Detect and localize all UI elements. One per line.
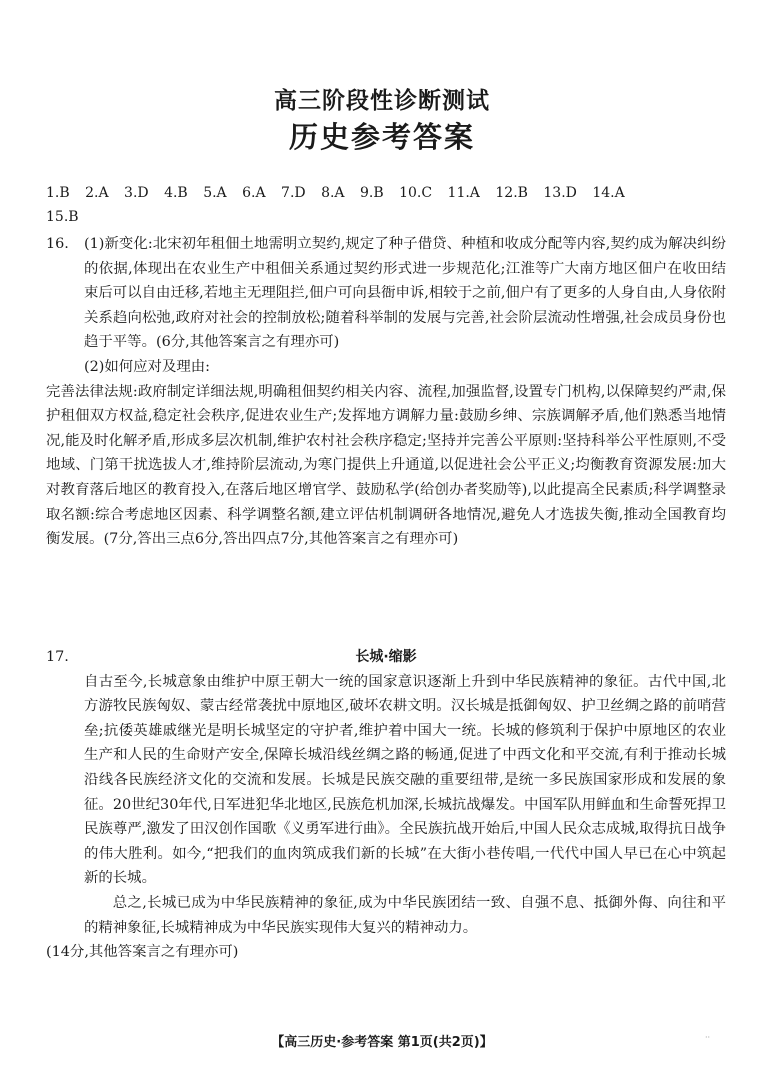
answer-item: 12.B xyxy=(495,185,528,201)
answer-item: 15.B xyxy=(46,209,79,225)
answer-item: 6.A xyxy=(242,185,266,201)
essay-title: 长城·缩影 xyxy=(355,649,417,665)
q16-part1-answer: (1)新变化:北宋初年租佃土地需明立契约,规定了种子借贷、种植和收成分配等内容,契约成为解决纠纷的依据,体现出在农业生产中租佃关系通过契约形式进一步规范化;江淮等广大南方地区佃户在收田结束后可以自由迁移,若地主无理阻拦,佃户可向县衙申诉,相较于之前,佃户有了更多的人身自由,人身依附关系趋向松弛,政府对社会的控制放松;随着科举制的发展与完善,社会阶层流动性增强,社会成员身份也趋于平等。(6分,其他答案言之有理亦可) xyxy=(84,236,726,351)
answer-item: 14.A xyxy=(592,185,625,201)
answer-item: 5.A xyxy=(203,185,227,201)
q16-part2-answer: 完善法律法规:政府制定详细法规,明确租佃契约相关内容、流程,加强监督,设置专门机构,以保障契约严肃,保护租佃双方权益,稳定社会秩序,促进农业生产;发挥地方调解力量:鼓励乡绅、宗族调解矛盾,他们熟悉当地情况,能及时化解矛盾,形成多层次机制,维护农村社会秩序稳定;坚持并完善公平原则:坚持科举公平性原则,不受地域、门第干扰选拔人才,维持阶层流动,为寒门提供上升通道,以促进社会公平正义;均衡教育资源发展:加大对教育落后地区的教育投入,在落后地区增官学、鼓励私学(给创办者奖励等),以此提高全民素质;科学调整录取名额:综合考虑地区因素、科学调整名额,建立评估机制调研各地情况,避免人才选拔失衡,推动全国教育均衡发展。(7分,答出三点6分,答出四点7分,其他答案言之有理亦可) xyxy=(46,383,726,548)
document-title: 历史参考答案 xyxy=(288,120,475,154)
answer-item: 7.D xyxy=(281,185,306,201)
answer-row xyxy=(46,181,726,205)
exam-title: 高三阶段性诊断测试 xyxy=(274,88,490,114)
q17-score-note: (14分,其他答案言之有理亦可) xyxy=(46,944,239,961)
question-number: 16. xyxy=(46,236,69,252)
answer-row xyxy=(46,205,726,229)
page-footer: 【高三历史·参考答案 第1页(共2页)】 xyxy=(271,1035,493,1050)
answer-item: 10.C xyxy=(399,185,433,201)
scan-mark: ·· xyxy=(705,1033,711,1042)
question-number: 17. xyxy=(46,649,69,665)
answer-item: 9.B xyxy=(360,185,384,201)
answer-item: 13.D xyxy=(543,185,577,201)
answer-item: 11.A xyxy=(447,185,480,201)
answer-item: 3.D xyxy=(124,185,149,201)
q16-part2-heading: (2)如何应对及理由: xyxy=(84,358,210,375)
answer-item: 1.B xyxy=(46,185,70,201)
answer-item: 2.A xyxy=(85,185,109,201)
essay-conclusion: 总之,长城已成为中华民族精神的象征,成为中华民族团结一致、自强不息、抵御外侮、向往和平的精神象征,长城精神成为中华民族实现伟大复兴的精神动力。 xyxy=(84,894,726,936)
question-17 xyxy=(46,645,726,965)
multiple-choice-answers xyxy=(46,181,726,229)
question-16 xyxy=(46,232,726,552)
answer-item: 4.B xyxy=(164,185,188,201)
essay-paragraph: 自古至今,长城意象由维护中原王朝大一统的国家意识逐渐上升到中华民族精神的象征。古代中国,北方游牧民族匈奴、蒙古经常袭扰中原地区,破坏农耕文明。汉长城是抵御匈奴、护卫丝绸之路的前哨营垒;抗倭英雄戚继光是明长城坚定的守护者,维护着中国大一统。长城的修筑利于保护中原地区的农业生产和人民的生命财产安全,保障长城沿线丝绸之路的畅通,促进了中西文化和平交流,有利于推动长城沿线各民族经济文化的交流和发展。长城是民族交融的重要纽带,是统一多民族国家形成和发展的象征。20世纪30年代,日军进犯华北地区,民族危机加深,长城抗战爆发。中国军队用鲜血和生命誓死捍卫民族尊严,激发了田汉创作国歌《义勇军进行曲》。全民族抗战开始后,中国人民众志成城,取得抗日战争的伟大胜利。如今,“把我们的血肉筑成我们新的长城”在大街小巷传唱,一代代中国人早已在心中筑起新的长城。 xyxy=(84,673,726,887)
answer-item: 8.A xyxy=(321,185,345,201)
